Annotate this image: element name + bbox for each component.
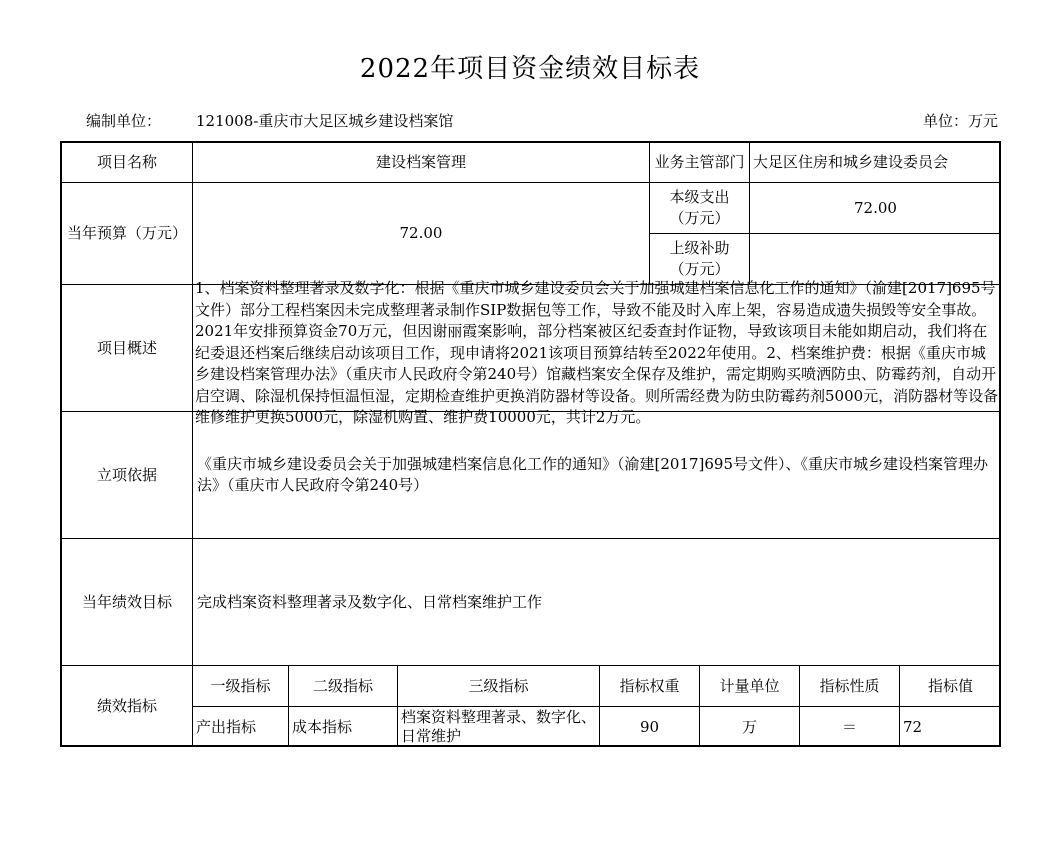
column-header: 指标值 [900, 666, 1001, 707]
goal: 完成档案资料整理著录及数字化、日常档案维护工作 [193, 539, 1001, 666]
compiling-unit-value: 121008-重庆市大足区城乡建设档案馆 [196, 112, 454, 130]
column-header: 一级指标 [193, 666, 289, 707]
own-expense-label: 本级支出（万元） [650, 183, 750, 234]
overview-cell [193, 279, 1001, 426]
department: 大足区住房和城乡建设委员会 [750, 143, 1001, 183]
table-cell-level3: 档案资料整理著录、数字化、日常维护 [398, 707, 600, 747]
compiling-unit-label: 编制单位： [86, 112, 162, 130]
table-cell-nature: ＝ [800, 707, 900, 747]
overview-text: 1、档案资料整理著录及数字化：根据《重庆市城乡建设委员会关于加强城建档案信息化工作的通知》（渝建[2017]695号文件）部分工程档案因未完成整理著录制作SIP数据包等工作，导致不能及时入库上架，容易造成遗失损毁等安全事故。2021年安排预算资金70万元，但因谢丽霞案影响，部分档案被区纪委查封作证物，导致该项目未能如期启动，我们将在纪委退还档案后继续启动该项目工作，现申请将2021该项目预算结转至2022年使用。2、档案维护费：根据《重庆市城乡建设档案管理办法》（重庆市人民政府令第240号）馆藏档案安全保存及维护，需定期购买喷洒防虫、防霉药剂，自动开启空调、除湿机保持恒温恒湿，定期检查维护更换消防器材等设备。则所需经费为防虫防霉药剂5000元，消防器材等设备维修维护更换5000元，除湿机购置、维护费10000元，共计2万元。 [195, 279, 999, 426]
performance-table [60, 141, 1001, 747]
currency-unit: 单位：万元 [922, 112, 998, 130]
table-cell-level2: 成本指标 [289, 707, 398, 747]
column-header: 指标权重 [600, 666, 700, 707]
basis-label: 立项依据 [62, 412, 193, 539]
basis: 《重庆市城乡建设委员会关于加强城建档案信息化工作的通知》（渝建[2017]695号文件）、《重庆市城乡建设档案管理办法》（重庆市人民政府令第240号） [193, 412, 1001, 539]
own-expense: 72.00 [750, 183, 1001, 234]
table-cell-value: 72 [903, 717, 923, 736]
budget-total: 72.00 [193, 183, 650, 285]
table-cell-weight: 90 [600, 707, 700, 747]
column-header: 二级指标 [289, 666, 398, 707]
overview-label: 项目概述 [62, 285, 193, 412]
indicators-label: 绩效指标 [62, 666, 193, 747]
table-cell-unit: 万 [700, 707, 800, 747]
table-cell-level1: 产出指标 [193, 707, 289, 747]
goal-label: 当年绩效目标 [62, 539, 193, 666]
department-label: 业务主管部门 [650, 143, 750, 183]
budget-label: 当年预算（万元） [62, 183, 193, 285]
column-header: 指标性质 [800, 666, 900, 707]
project-name-label: 项目名称 [62, 143, 193, 183]
subsidy-label: 上级补助（万元） [650, 234, 750, 285]
page-title: 2022年项目资金绩效目标表 [359, 54, 701, 84]
column-header: 三级指标 [398, 666, 600, 707]
column-header: 计量单位 [700, 666, 800, 707]
project-name: 建设档案管理 [193, 143, 650, 183]
